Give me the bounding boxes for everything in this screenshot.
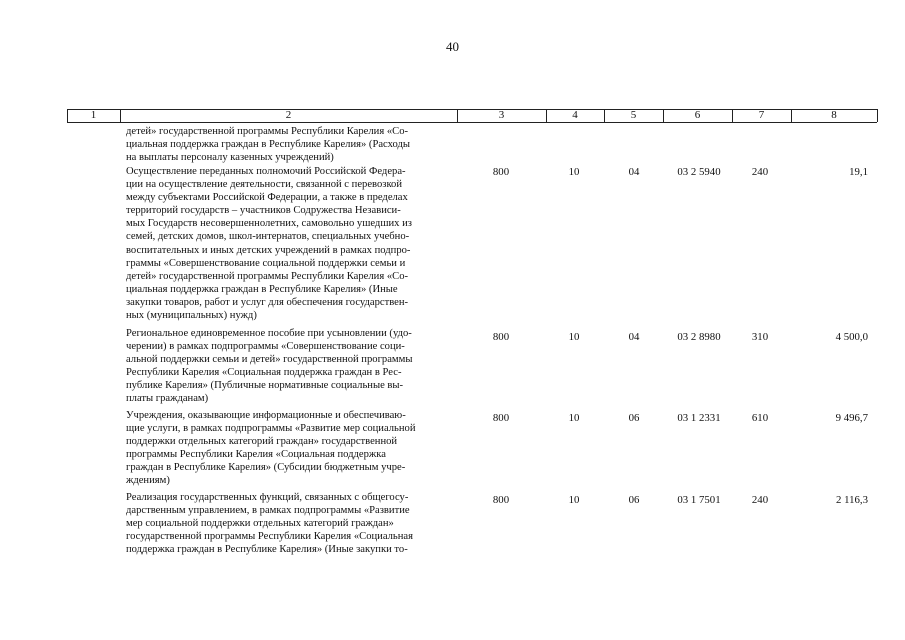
description-line: детей» государственной программы Республики Карелия «Со- bbox=[126, 126, 409, 137]
row-description bbox=[126, 165, 456, 322]
description-line: граммы «Совершенствование социальной поддержки семьи и bbox=[126, 257, 406, 269]
cell-col-4: 10 bbox=[568, 331, 580, 343]
cell-col-3: 800 bbox=[492, 331, 510, 343]
description-line: циальная поддержка граждан в Республике Карелия» (Расходы bbox=[126, 139, 411, 151]
description-line: государственной программы Республики Карелия «Социальная bbox=[126, 531, 413, 543]
description-line: поддержка граждан в Республике Карелия» (Иные закупки то- bbox=[126, 544, 408, 556]
cell-col-3: 800 bbox=[492, 412, 510, 424]
description-line: граждан в Республике Карелия» (Субсидии бюджетным учре- bbox=[126, 462, 406, 474]
header-col-2: 2 bbox=[285, 109, 292, 121]
header-bottom-border bbox=[67, 122, 877, 123]
description-line: платы гражданам) bbox=[126, 393, 209, 405]
description-line: Республики Карелия «Социальная поддержка граждан в Рес- bbox=[126, 367, 402, 379]
cell-col-7: 240 bbox=[751, 166, 769, 178]
cell-col-6: 03 2 8980 bbox=[677, 331, 721, 343]
description-line: воспитательных и иных детских учреждений в рамках подпро- bbox=[126, 244, 411, 256]
description-line: закупки товаров, работ и услуг для обеспечения государствен- bbox=[126, 296, 409, 308]
description-line: альной поддержки семьи и детей» государственной программы bbox=[126, 354, 413, 366]
description-line: поддержки отдельных категорий граждан» государственной bbox=[126, 436, 398, 448]
cell-col-4: 10 bbox=[568, 412, 580, 424]
description-line: между субъектами Российской Федерации, а также в пределах bbox=[126, 192, 408, 204]
cell-col-8: 19,1 bbox=[849, 166, 868, 178]
description-line: ции на осуществление деятельности, связанной с перевозкой bbox=[126, 179, 403, 191]
cell-col-8: 2 116,3 bbox=[836, 494, 868, 506]
description-line: на выплаты персоналу казенных учреждений) bbox=[126, 152, 334, 164]
cell-col-5: 06 bbox=[628, 494, 640, 506]
description-line: мых Государств несовершеннолетних, самовольно ушедших из bbox=[126, 218, 412, 230]
header-col-8: 8 bbox=[831, 109, 837, 121]
cell-col-7: 310 bbox=[751, 331, 769, 343]
description-line: детей» государственной программы Республики Карелия «Со- bbox=[126, 270, 409, 282]
cell-col-7: 610 bbox=[751, 412, 769, 424]
cell-col-6: 03 2 5940 bbox=[677, 166, 721, 178]
cell-col-8: 4 500,0 bbox=[835, 331, 868, 343]
cell-col-5: 06 bbox=[628, 412, 640, 424]
description-line: дарственным управлением, в рамках подпрограммы «Развитие bbox=[126, 505, 410, 517]
cell-col-6: 03 1 7501 bbox=[677, 494, 721, 506]
header-col-4: 4 bbox=[572, 109, 578, 121]
description-line: Учреждения, оказывающие информационные и обеспечиваю- bbox=[126, 410, 406, 421]
header-col-7: 7 bbox=[758, 109, 765, 121]
description-line: Региональное единовременное пособие при усыновлении (удо- bbox=[126, 328, 412, 339]
description-line: мер социальной поддержки отдельных категорий граждан» bbox=[126, 518, 394, 530]
cell-col-8: 9 496,7 bbox=[835, 412, 868, 424]
page-number: 40 bbox=[446, 39, 459, 54]
description-line: территорий государств – участников Содружества Независи- bbox=[126, 205, 401, 217]
row-description bbox=[126, 491, 456, 556]
row-description bbox=[126, 409, 456, 488]
header-col-6: 6 bbox=[694, 109, 701, 121]
description-line: черении) в рамках подпрограммы «Совершенствование соци- bbox=[126, 341, 405, 353]
description-line: Осуществление переданных полномочий Российской Федера- bbox=[126, 166, 406, 177]
description-line: щие услуги, в рамках подпрограммы «Развитие мер социальной bbox=[126, 423, 416, 435]
cell-col-3: 800 bbox=[492, 494, 510, 506]
cell-col-5: 04 bbox=[628, 331, 640, 343]
description-line: циальная поддержка граждан в Республике Карелия» (Иные bbox=[126, 283, 398, 295]
row-description bbox=[126, 125, 456, 164]
cell-col-5: 04 bbox=[628, 166, 640, 178]
col-divider bbox=[877, 109, 878, 122]
cell-col-7: 240 bbox=[751, 494, 769, 506]
row-description bbox=[126, 327, 456, 406]
description-line: ных (муниципальных) нужд) bbox=[126, 310, 257, 322]
header-col-1: 1 bbox=[90, 109, 97, 121]
cell-col-4: 10 bbox=[568, 166, 580, 178]
cell-col-3: 800 bbox=[492, 166, 510, 178]
description-line: Реализация государственных функций, связанных с общегосу- bbox=[126, 492, 409, 503]
cell-col-6: 03 1 2331 bbox=[677, 412, 721, 424]
cell-col-4: 10 bbox=[568, 494, 580, 506]
description-line: ждениям) bbox=[126, 475, 170, 487]
description-line: публике Карелия» (Публичные нормативные социальные вы- bbox=[126, 380, 404, 392]
header-col-5: 5 bbox=[630, 109, 637, 121]
description-line: программы Республики Карелия «Социальная поддержка bbox=[126, 449, 386, 461]
description-line: семей, детских домов, школ-интернатов, специальных учебно- bbox=[126, 231, 410, 243]
header-col-3: 3 bbox=[498, 109, 505, 121]
